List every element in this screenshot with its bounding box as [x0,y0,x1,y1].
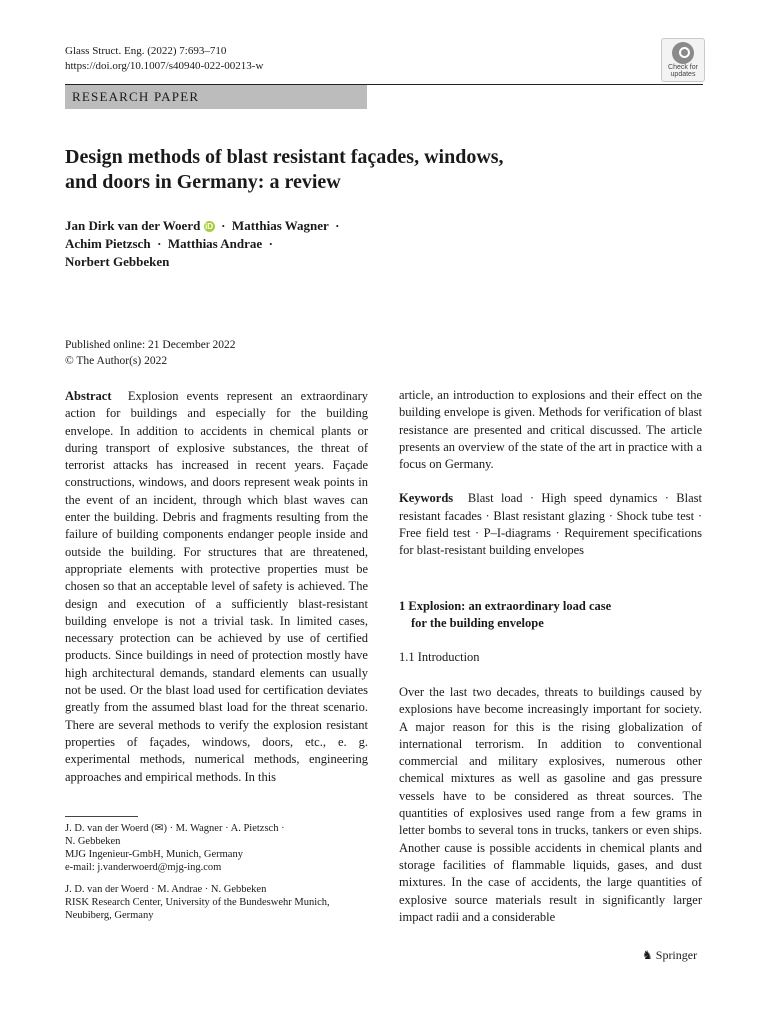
author-list [65,217,425,271]
update-icon [672,42,694,64]
journal-citation: Glass Struct. Eng. (2022) 7:693–710 [65,45,227,57]
affiliation-1 [65,822,285,874]
author-name[interactable]: Norbert Gebbeken [65,254,170,269]
abstract-continuation: article, an introduction to explosions and their effect on the building envelope is given. Methods for verification of blast resistance are presented and critical discussed. The article presents an overview of the state of the art in practice with a focus on Germany. [399,388,702,472]
affiliation-authors: J. D. van der Woerd (✉) · M. Wagner · A. Pietzsch · [65,823,285,834]
author-name[interactable]: Jan Dirk van der Woerd [65,218,201,233]
article-type-band [65,85,367,109]
affiliation-location: Neubiberg, Germany [65,910,154,921]
published-date: Published online: 21 December 2022 [65,339,236,351]
keywords-text: Blast load · High speed dynamics · Blast resistant facades · Blast resistant glazing · Shock tube test · Free field test · P–I-diagrams · Requirement specifications for blast-resistant building envelopes [399,491,702,558]
keywords-heading: Keywords [399,491,454,506]
abstract [65,388,368,786]
check-label-2: updates [670,71,696,78]
orcid-icon[interactable]: iD [205,222,214,231]
affiliation-institution: MJG Ingenieur-GmbH, Munich, Germany [65,849,243,860]
paper-title [65,145,625,195]
title-line-1: Design methods of blast resistant façades, windows, [65,146,504,168]
affiliation-authors: J. D. van der Woerd · M. Andrae · N. Gebbeken [65,884,267,895]
abstract-heading: Abstract [65,389,112,403]
author-separator: · [157,236,162,251]
author-name[interactable]: Matthias Wagner [231,218,329,233]
journal-header [65,44,263,74]
section-heading [399,598,611,632]
affiliation-authors-cont: N. Gebbeken [65,836,121,847]
title-line-2: and doors in Germany: a review [65,171,341,193]
author-separator: · [221,218,226,233]
affiliation-institution: RISK Research Center, University of the Bundeswehr Munich, [65,897,330,908]
publication-info [65,337,236,369]
section-heading-line-2: for the building envelope [411,616,544,630]
abstract-continuation-block [399,387,702,560]
affiliation-2 [65,883,330,922]
affiliation-email[interactable]: e-mail: j.vanderwoerd@mjg-ing.com [65,862,222,873]
springer-horse-icon: ♞ [642,948,653,962]
abstract-text: Explosion events represent an extraordinary action for buildings and especially for the building envelope. In addition to accidents in chemical plants or during transport of explosive substances, the threat of terrorist attacks has increased in recent years. Façade constructions, windows, and doors represent weak points in the event of an incident, through which blast waves can enter the building. Debris and fragments resulting from the failure of building components endanger people inside and outside the building. For structures that are threatened, appropriate elements with protective properties must be chosen so that an acceptable level of safety is achieved. The design and execution of a sufficiently blast-resistant building envelope is not a trivial task. In limited cases, necessary protection can be achieved by use of certified products. Since buildings in need of protection mostly have high architectural demands, standard elements can usually not be used. Or the blast load used for certification deviates greatly from the assumed blast load for the threat scenario. There are several methods to verify the explosion resistant properties of façades, windows, doors, etc., e. g. experimental methods, numerical methods, engineering approaches and empirical methods. In this [65,389,369,784]
author-name[interactable]: Achim Pietzsch [65,236,151,251]
check-for-updates-badge[interactable] [661,38,705,82]
article-type-label: RESEARCH PAPER [72,89,200,104]
author-separator: · [268,236,273,251]
publisher-logo [642,948,697,963]
body-paragraph: Over the last two decades, threats to buildings caused by explosions have become increasingly important for society. A major reason for this is the rising globalization of international terrorism. In addition to conventional commercial and military explosives, numerous other chemical mixtures as well as gasoline and gas pressure vessels have to be considered as threat sources. The quantities of explosives used range from a few grams in letter bombs to several tons in trucks, tankers or even ships. Another cause is possible accidents in chemical plants and storage facilities of flammable liquids, gases, and dust mixtures. In the case of accidents, the large quantities of explosive source materials result in significantly larger impact radii and a considerable [399,685,702,924]
copyright-line: © The Author(s) 2022 [65,355,168,367]
subsection-heading: 1.1 Introduction [399,650,480,664]
author-separator: · [335,218,340,233]
publisher-name: Springer [655,948,698,962]
doi-link[interactable]: https://doi.org/10.1007/s40940-022-00213-w [65,60,264,72]
check-label-1: Check for [668,64,698,71]
author-name[interactable]: Matthias Andrae [167,236,263,251]
introduction-text [399,684,702,926]
footnote-rule [65,816,138,817]
section-heading-line-1: 1 Explosion: an extraordinary load case [399,599,612,613]
